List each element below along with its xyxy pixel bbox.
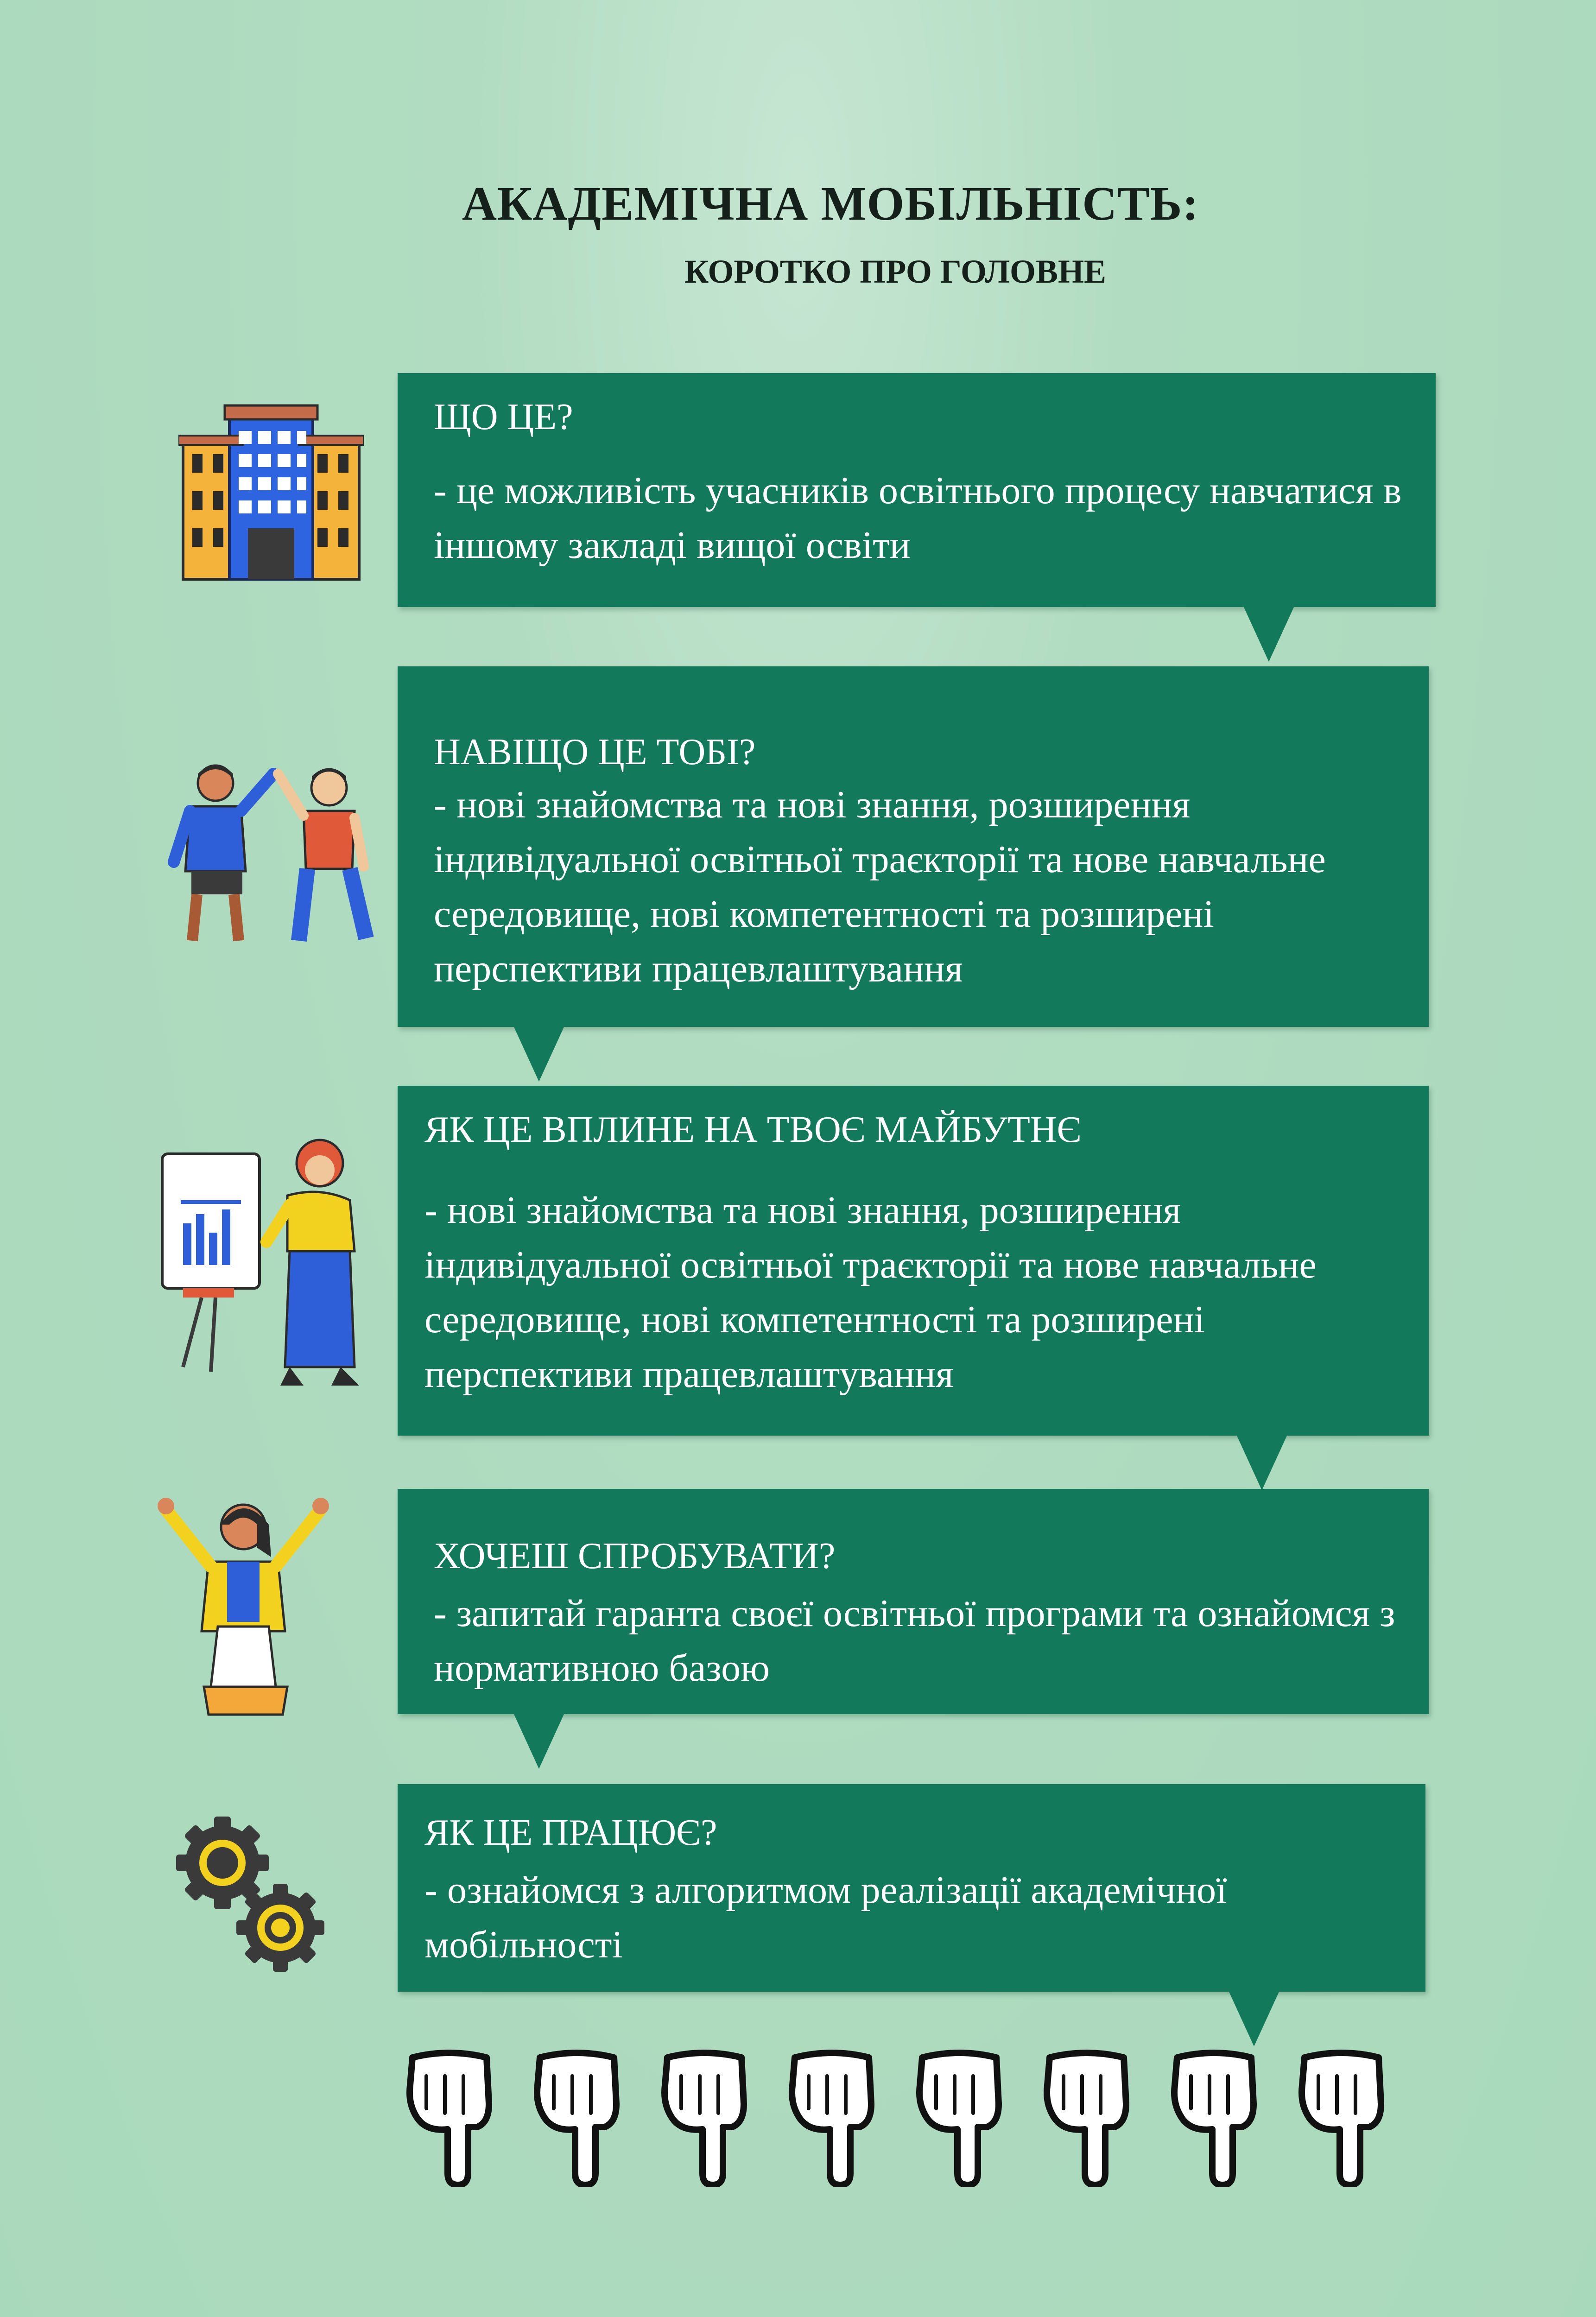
info-bubble-try (398, 1489, 1429, 1714)
section-heading: ХОЧЕШ СПРОБУВАТИ? (434, 1536, 836, 1576)
section-heading: ЯК ЦЕ ПРАЦЮЄ? (424, 1812, 717, 1853)
section-text: - це можливість учасників освітнього процесу навчатися в іншому закладі вищої освіти (434, 469, 1402, 567)
info-bubble-what (398, 373, 1436, 607)
page-title: АКАДЕМІЧНА МОБІЛЬНІСТЬ: (462, 177, 1199, 230)
section-heading: ЩО ЦЕ? (434, 397, 573, 437)
pointing-down-hand-icon (653, 2048, 755, 2187)
pointing-down-hand-icon (1291, 2048, 1393, 2187)
pointing-down-hand-icon (908, 2048, 1010, 2187)
section-text: - нові знайомства та нові знання, розширення індивідуальної освітньої траєкторії та нове навчальне середовище, нові компетентності та розширені перспективи працевлаштування (434, 783, 1326, 990)
info-bubble-future (398, 1086, 1429, 1436)
pointing-down-hand-icon (526, 2048, 628, 2187)
section-heading: НАВІЩО ЦЕ ТОБІ? (434, 732, 756, 772)
info-bubble-why (398, 666, 1429, 1027)
section-heading: ЯК ЦЕ ВПЛИНЕ НА ТВОЄ МАЙБУТНЄ (424, 1109, 1082, 1150)
pointing-down-hand-icon (781, 2048, 883, 2187)
section-text: - ознайомся з алгоритмом реалізації академічної мобільності (424, 1868, 1227, 1966)
section-text: - запитай гаранта своєї освітньої програми та ознайомся з нормативною базою (434, 1592, 1395, 1690)
info-bubble-how (398, 1784, 1425, 1992)
pointing-down-hand-icon (1036, 2048, 1138, 2187)
section-text: - нові знайомства та нові знання, розширення індивідуальної освітньої траєкторії та нове навчальне середовище, нові компетентності та розширені перспективи працевлаштування (424, 1189, 1317, 1396)
pointing-hands-row (0, 2048, 1596, 2197)
celebrating-woman-icon (153, 1492, 338, 1724)
gears-icon (167, 1812, 334, 1979)
high-five-people-icon (165, 755, 387, 950)
pointing-down-hand-icon (399, 2048, 500, 2187)
building-icon (178, 403, 364, 584)
presenter-chart-icon (155, 1135, 378, 1395)
page-subtitle: КОРОТКО ПРО ГОЛОВНЕ (684, 253, 1107, 290)
pointing-down-hand-icon (1163, 2048, 1265, 2187)
